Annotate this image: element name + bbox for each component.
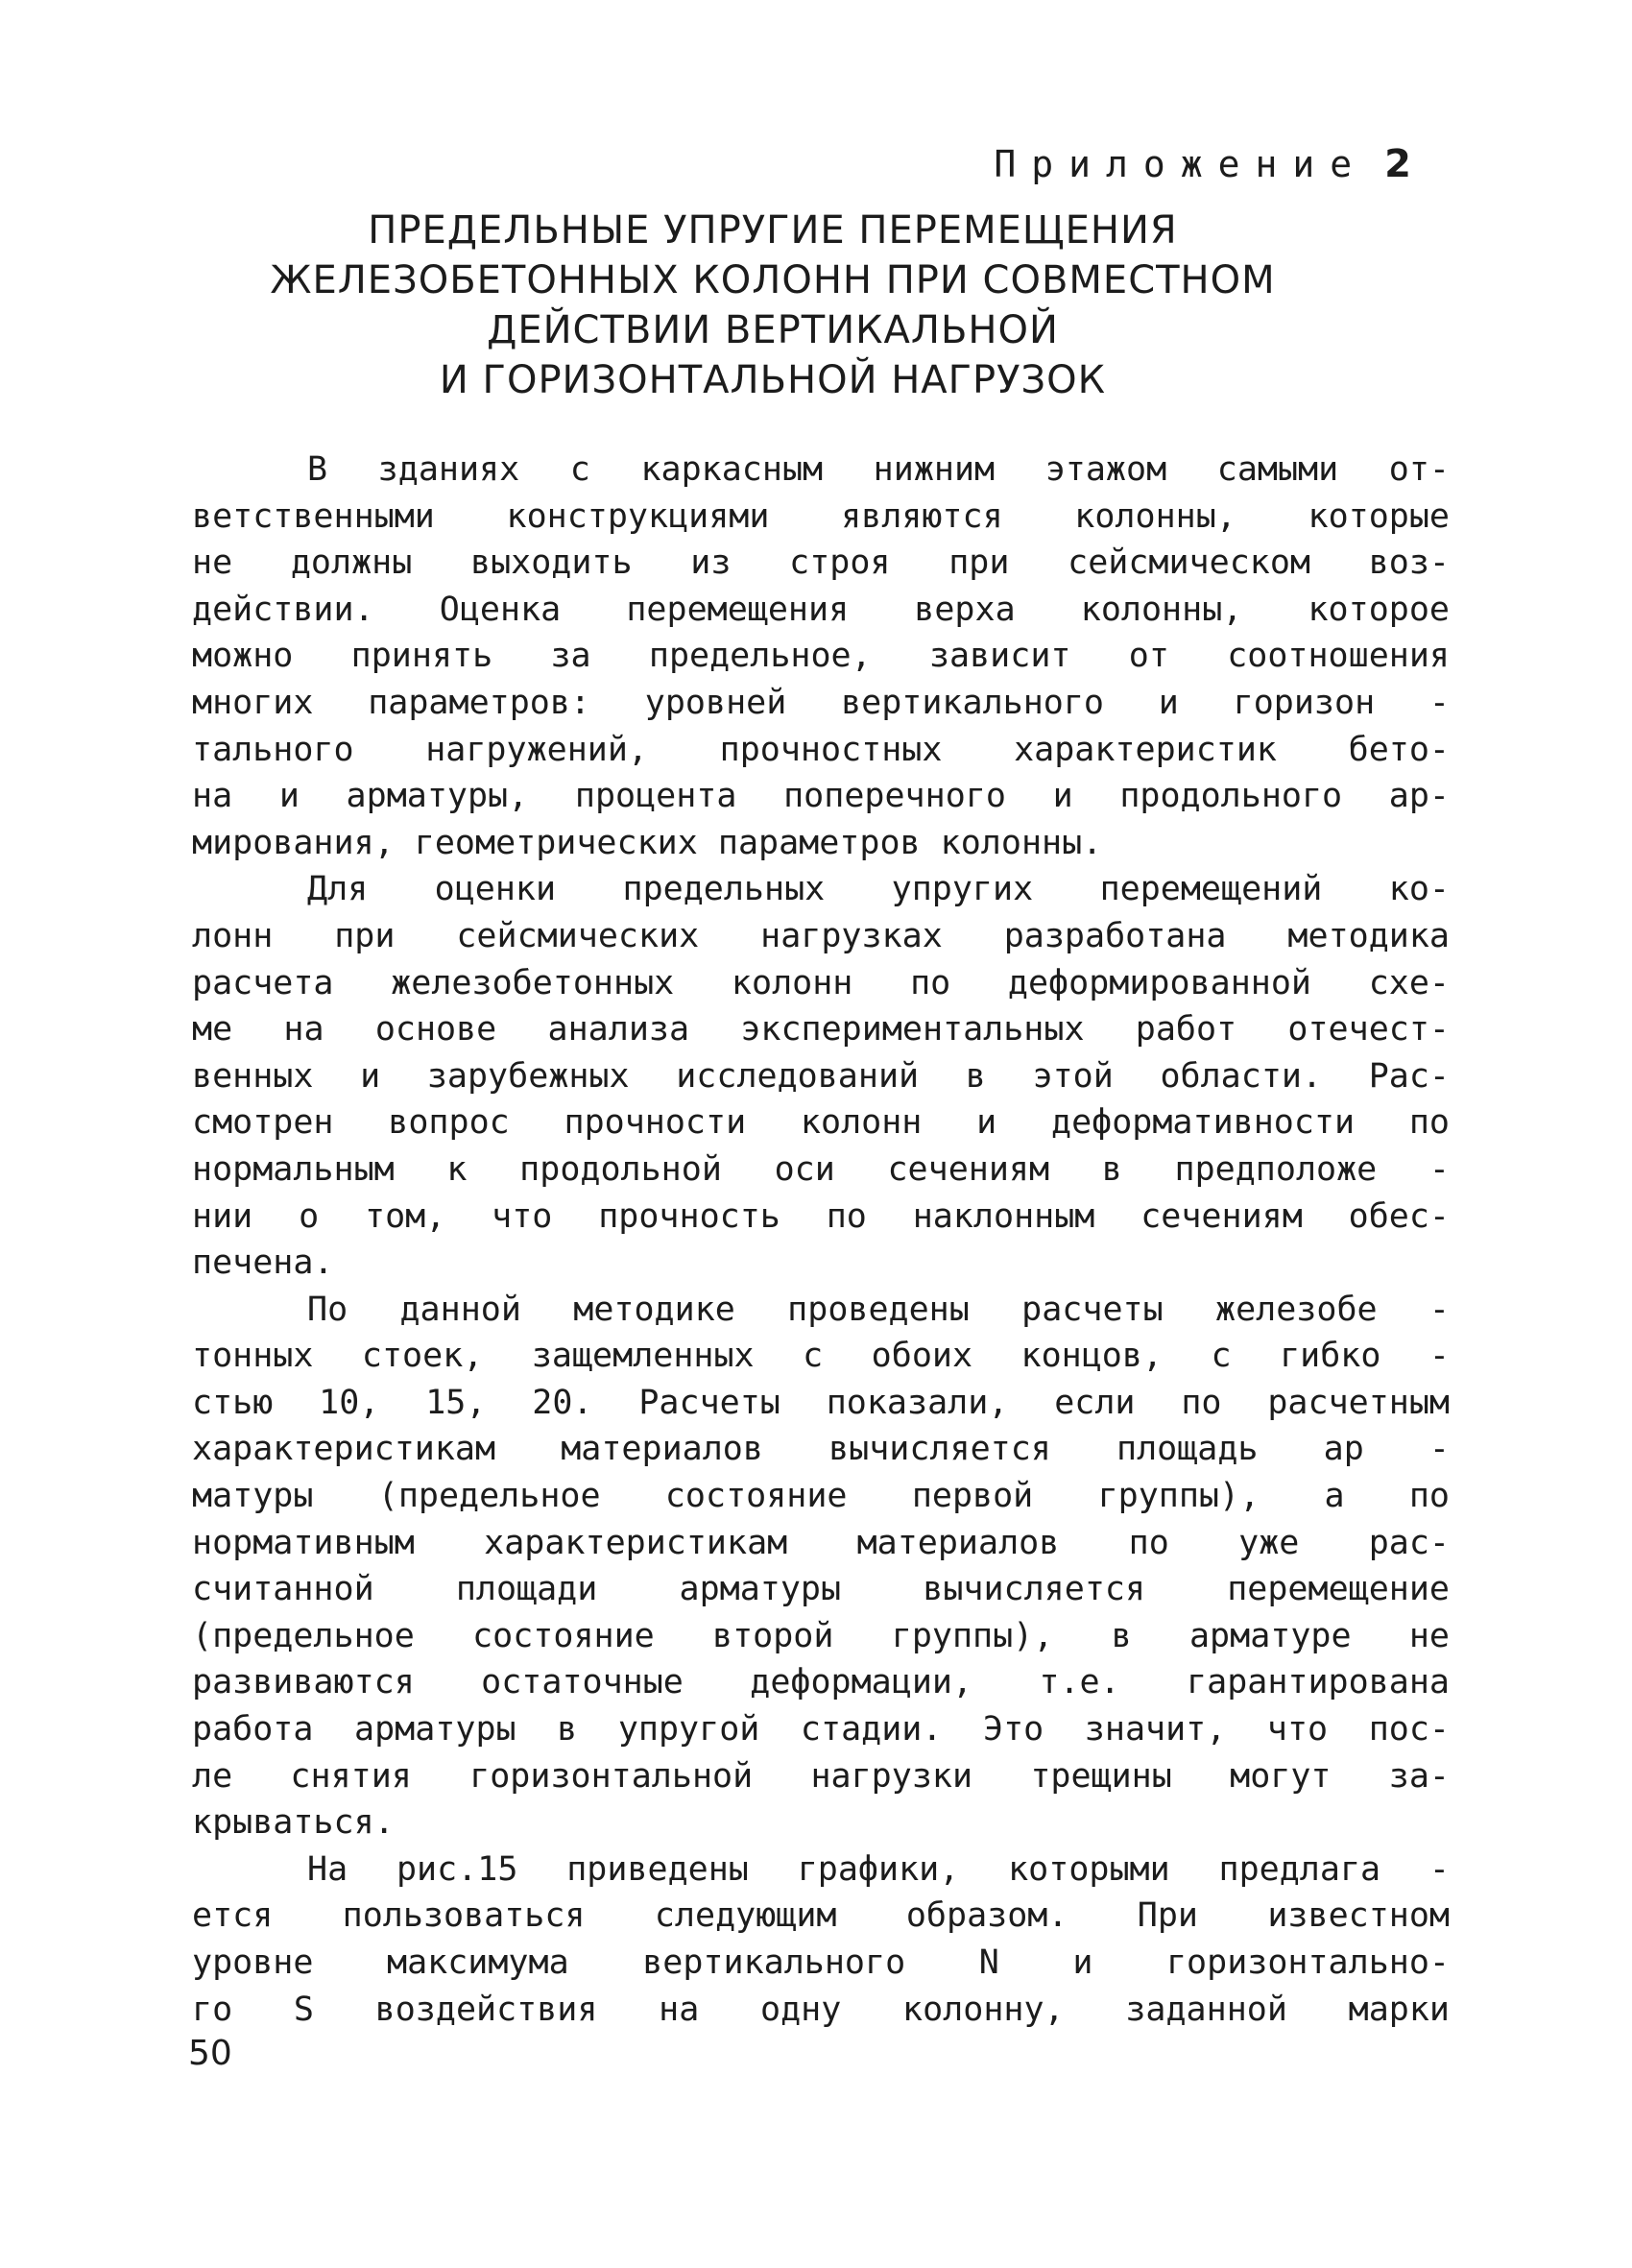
text-line: многих параметров: уровней вертикального и горизон - xyxy=(192,683,1450,722)
title-line: ДЕЙСТВИИ ВЕРТИКАЛЬНОЙ xyxy=(487,308,1059,352)
page-title xyxy=(173,205,1373,405)
text-line: нормальным к продольной оси сечениям в предположе - xyxy=(192,1149,1450,1189)
text-line: Для оценки предельных упругих перемещений ко- xyxy=(307,870,1450,909)
text-line: тального нагружений, прочностных характеристик бето- xyxy=(192,730,1450,769)
text-line: лонн при сейсмических нагрузках разработана методика xyxy=(192,916,1450,955)
text-line: матуры (предельное состояние первой группы), а по xyxy=(192,1477,1450,1516)
paragraph-2 xyxy=(192,866,1450,1286)
text-line: тонных стоек, защемленных с обоих концов, с гибко - xyxy=(192,1337,1450,1376)
title-line: ЖЕЛЕЗОБЕТОННЫХ КОЛОНН ПРИ СОВМЕСТНОМ xyxy=(270,258,1276,302)
text-line: ется пользоваться следующим образом. При известном xyxy=(192,1896,1450,1936)
text-line: считанной площади арматуры вычисляется перемещение xyxy=(192,1570,1450,1609)
text-line: расчета железобетонных колонн по деформированной схе- xyxy=(192,963,1450,1002)
appendix-heading xyxy=(994,142,1411,186)
text-line: нии о том, что прочность по наклонным сечениям обес- xyxy=(192,1196,1450,1236)
title-line: И ГОРИЗОНТАЛЬНОЙ НАГРУЗОК xyxy=(439,358,1107,402)
text-line: го S воздействия на одну колонну, заданной марки xyxy=(192,1990,1450,2029)
paragraph-1 xyxy=(192,446,1450,866)
text-line: можно принять за предельное, зависит от соотношения xyxy=(192,637,1450,676)
text-line: ветственными конструкциями являются колонны, которые xyxy=(192,496,1450,536)
page-number: 50 xyxy=(188,2034,232,2073)
text-line: нормативным характеристикам материалов по уже рас- xyxy=(192,1523,1450,1562)
text-line: смотрен вопрос прочности колонн и деформативности по xyxy=(192,1103,1450,1143)
text-line: (предельное состояние второй группы), в арматуре не xyxy=(192,1616,1450,1655)
title-line: ПРЕДЕЛЬНЫЕ УПРУГИЕ ПЕРЕМЕЩЕНИЯ xyxy=(368,208,1178,253)
text-line: мирования, геометрических параметров колонны. xyxy=(192,823,1103,862)
body-text xyxy=(192,446,1450,2033)
text-line: По данной методике проведены расчеты железобе - xyxy=(307,1290,1450,1329)
paragraph-4 xyxy=(192,1846,1450,2033)
text-line: печена. xyxy=(192,1243,334,1283)
text-line: крываться. xyxy=(192,1803,395,1843)
text-line: действии. Оценка перемещения верха колонны, которое xyxy=(192,590,1450,629)
text-line: ле снятия горизонтальной нагрузки трещины могут за- xyxy=(192,1756,1450,1796)
text-line: уровне максимума вертикального N и горизонтально- xyxy=(192,1943,1450,1982)
text-line: характеристикам материалов вычисляется площадь ар - xyxy=(192,1430,1450,1469)
text-line: не должны выходить из строя при сейсмическом воз- xyxy=(192,543,1450,583)
text-line: на и арматуры, процента поперечного и продольного ар- xyxy=(192,777,1450,816)
text-line: стью 10, 15, 20. Расчеты показали, если по расчетным xyxy=(192,1383,1450,1422)
text-line: В зданиях с каркасным нижним этажом самыми от- xyxy=(307,450,1450,489)
appendix-word: Приложение xyxy=(994,143,1368,185)
text-line: работа арматуры в упругой стадии. Это значит, что пос- xyxy=(192,1710,1450,1749)
appendix-number: 2 xyxy=(1384,142,1411,186)
text-line: На рис.15 приведены графики, которыми предлага - xyxy=(307,1849,1450,1889)
text-line: развиваются остаточные деформации, т.е. гарантирована xyxy=(192,1663,1450,1702)
text-line: венных и зарубежных исследований в этой области. Рас- xyxy=(192,1056,1450,1096)
paragraph-3 xyxy=(192,1287,1450,1846)
text-line: ме на основе анализа экспериментальных работ отечест- xyxy=(192,1010,1450,1050)
